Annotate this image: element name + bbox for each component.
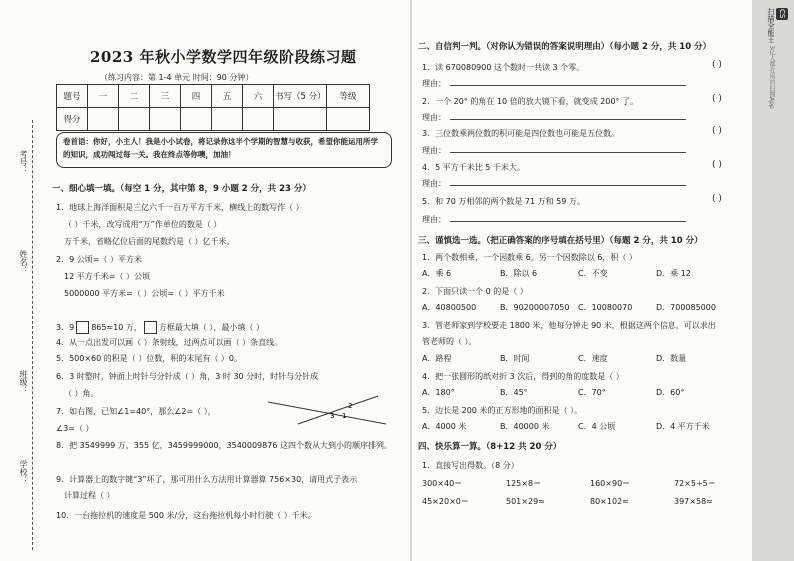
option-c: C．速度 (578, 354, 608, 363)
answer-parens[interactable]: ( ) (712, 60, 722, 70)
question-text: 5000000 平方米=（ ）公顷=（ ）平方千米 (64, 289, 225, 298)
question-text: （ ）角。 (64, 389, 99, 398)
choice-options (422, 353, 686, 364)
right-page (412, 0, 752, 561)
question-text: 9．计算器上的数字键“3”坏了，那可用什么方法用计算器算 756×30，请用式子表示 (56, 475, 358, 484)
judge-item: 4．5 平方千米比 5 千米大。 (422, 163, 525, 172)
reason-label: 理由： (422, 79, 446, 88)
reason-label: 理由： (422, 179, 446, 188)
choice-options (422, 302, 716, 313)
name-label: 姓名： (19, 250, 28, 274)
question-text: 4．从一点出发可以画（ ）条射线，过两点可以画（ ）条直线。 (56, 338, 283, 347)
reason-label: 理由： (422, 113, 446, 122)
camscanner-logo: CS (778, 9, 786, 19)
question-text: 12 平方千米=（ ）公顷 (64, 272, 150, 281)
calc-item: 397×58≈ (674, 497, 713, 506)
question-text: 865≈10 万， (91, 323, 142, 332)
judge-item: 3．三位数乘两位数的积可能是四位数也可能是五位数。 (422, 129, 620, 138)
class-label: 班级： (19, 370, 28, 394)
reason-input[interactable] (450, 185, 686, 186)
choice-question-cont: 管老师的（ ）。 (422, 337, 477, 346)
option-d: D．700085000 (656, 303, 716, 312)
choice-question: 2．下面只读一个 0 的是（ ） (422, 287, 528, 296)
reason-row (422, 78, 686, 89)
score-cell: 得分 (57, 108, 88, 131)
question-text: 万千米，省略亿位后面的尾数约是（ ）亿千米。 (64, 237, 235, 246)
question-text: ∠3=（ ） (56, 424, 94, 433)
score-input[interactable] (212, 108, 243, 131)
angle-diagram (268, 394, 388, 426)
question-text: 3．9 (56, 323, 75, 332)
choice-options (422, 268, 691, 279)
calc-item: 72×5÷5＝ (674, 479, 716, 488)
reason-label: 理由： (422, 215, 446, 224)
question-text: （ ）千米，改写成用“万”作单位的数是（ ） (64, 220, 222, 229)
reason-row (422, 145, 686, 156)
answer-parens[interactable]: ( ) (712, 160, 722, 170)
option-a: A．4000 米 (422, 422, 467, 431)
score-cell: 三 (150, 85, 181, 108)
score-cell: 题号 (57, 85, 88, 108)
choice-question: 3．管老师家到学校要走 1800 米，他每分钟走 90 米，根据这两个信息，可以求出 (422, 321, 716, 330)
section-2-heading: 二、自信判一判。（对你认为错误的答案说明理由）（每小题 2 分，共 10 分） (418, 42, 712, 52)
reason-input[interactable] (450, 85, 686, 86)
judge-item: 5．和 70 万相邻的两个数是 71 万和 59 万。 (422, 197, 585, 206)
option-d: D．乘 12 (656, 269, 691, 278)
judge-item: 1．读 670080900 这个数时一共读 3 个零。 (422, 63, 585, 72)
option-c: C．4 公顷 (578, 422, 616, 431)
answer-box[interactable] (144, 321, 157, 334)
reason-row (422, 214, 686, 225)
score-input[interactable] (274, 108, 327, 131)
option-a: A．180° (422, 388, 455, 397)
answer-parens[interactable]: ( ) (712, 194, 722, 204)
question-text: 方框最大填（ ），最小填（ ） (158, 323, 264, 332)
judge-item: 2．一个 20° 的角在 10 倍的放大镜下看，就变成 200° 了。 (422, 97, 638, 106)
option-b: B．时间 (500, 354, 530, 363)
score-input[interactable] (119, 108, 150, 131)
score-cell: 五 (212, 85, 243, 108)
calc-item: 125×8＝ (506, 479, 542, 488)
reason-row (422, 112, 686, 123)
score-cell: 二 (119, 85, 150, 108)
angle-label: 2 (348, 402, 353, 410)
angle-label: 3 (330, 412, 335, 420)
choice-question: 4．把一张圆形的纸对折 3 次后，得到的角的度数是（ ） (422, 372, 624, 381)
reason-input[interactable] (450, 119, 686, 120)
calc-item: 501×29≈ (506, 497, 545, 506)
exam-no-label: 考号： (19, 150, 28, 174)
question-text: 6．3 时整时，钟面上时针与分针成（ ）角，3 时 30 分时，时针与分针成 (56, 372, 319, 381)
student-info-sidebar (8, 120, 48, 560)
answer-parens[interactable]: ( ) (712, 94, 722, 104)
reason-input[interactable] (450, 221, 686, 222)
score-table (56, 84, 370, 131)
question-text: 5．500×60 的积是（ ）位数，积的末尾有（ ）0。 (56, 354, 242, 363)
option-c: C．不变 (578, 269, 608, 278)
score-input[interactable] (88, 108, 119, 131)
calc-item: 45×20×0＝ (422, 497, 469, 506)
score-input[interactable] (327, 108, 370, 131)
option-a: A．40800500 (422, 303, 477, 312)
score-input[interactable] (243, 108, 274, 131)
option-c: C．10080070 (578, 303, 633, 312)
option-d: D．4 平方千米 (656, 422, 710, 431)
option-b: B．90200007050 (500, 303, 570, 312)
scanner-watermark (758, 8, 788, 109)
reason-input[interactable] (450, 152, 686, 153)
option-d: D．数量 (656, 354, 687, 363)
choice-question: 1．两个数相乘，一个因数乘 6，另一个因数除以 6，积（ ） (422, 253, 637, 262)
option-a: A．乘 6 (422, 269, 452, 278)
exam-info: （练习内容：第 1-4 单元 时间：90 分钟） (100, 73, 254, 82)
section-3-heading: 三、谨慎选一选。（把正确答案的序号填在括号里）（每题 2 分，共 10 分） (418, 236, 703, 246)
score-cell: 六 (243, 85, 274, 108)
question-text: 计算过程（ ） (64, 491, 115, 500)
reason-row (422, 178, 686, 189)
score-cell: 书写（5 分） (274, 85, 327, 108)
question-text: 7．如右图，已知∠1=40°，那么∠2=（ ）， (56, 407, 216, 416)
question-text: 2．9 公顷=（ ）平方米 (56, 255, 142, 264)
section-1-heading: 一、细心填一填。（每空 1 分，其中第 8，9 小题 2 分，共 23 分） (52, 184, 311, 194)
score-cell: 一 (88, 85, 119, 108)
watermark-tagline: 3亿人都在用的扫描App (768, 45, 775, 109)
score-header-row (57, 85, 370, 108)
subsection-heading: 1．直接写出得数。（8 分） (422, 461, 519, 470)
calc-row (422, 478, 716, 489)
angle-label: 1 (342, 412, 347, 420)
score-cell: 等级 (327, 85, 370, 108)
calc-item: 80×102≈ (590, 497, 629, 506)
question-3 (56, 321, 264, 334)
answer-box[interactable] (76, 321, 89, 334)
watermark-title: 扫描全能王 (767, 8, 775, 43)
question-text: 1．地球上海洋面积是三亿六千一百万平方千米，横线上的数写作（ ） (56, 203, 304, 212)
section-4-heading: 四、快乐算一算。（8+12 共 20 分） (418, 442, 562, 452)
choice-question: 5．边长是 200 米的正方形地的面积是（ ）。 (422, 406, 582, 415)
option-c: C．70° (578, 388, 606, 397)
reason-label: 理由： (422, 146, 446, 155)
option-a: A．路程 (422, 354, 452, 363)
calc-item: 300×40＝ (422, 479, 463, 488)
option-d: D．60° (656, 388, 685, 397)
option-b: B．除以 6 (500, 269, 538, 278)
answer-parens[interactable]: ( ) (712, 126, 722, 136)
score-input[interactable] (181, 108, 212, 131)
option-b: B．45° (500, 388, 528, 397)
school-label: 学校： (19, 460, 28, 484)
score-input[interactable] (150, 108, 181, 131)
calc-item: 160×90＝ (590, 479, 631, 488)
question-text: 10．一台拖拉机的速度是 500 米/分，这台拖拉机每小时行驶（ ）千米。 (56, 511, 316, 520)
question-text: 8．把 3549999 万，355 亿，3459999000，3540009876 这四个数从大到小的顺序排列。 (56, 441, 392, 450)
diagram-line (268, 402, 386, 424)
choice-options (422, 387, 684, 398)
calc-row (422, 496, 713, 507)
choice-options (422, 421, 710, 432)
page-title: 2023 年秋小学数学四年级阶段练习题 (90, 48, 357, 66)
cut-line (32, 120, 33, 550)
score-cell: 四 (181, 85, 212, 108)
preface-box: 卷首语：你好，小主人！我是小小试卷，将记录你这半个学期的智慧与收获，希望你能运用所学的知识，成功闯过每一关。我在终点等你噢，加油！ (56, 132, 392, 168)
option-b: B．40000 米 (500, 422, 550, 431)
score-value-row (57, 108, 370, 131)
